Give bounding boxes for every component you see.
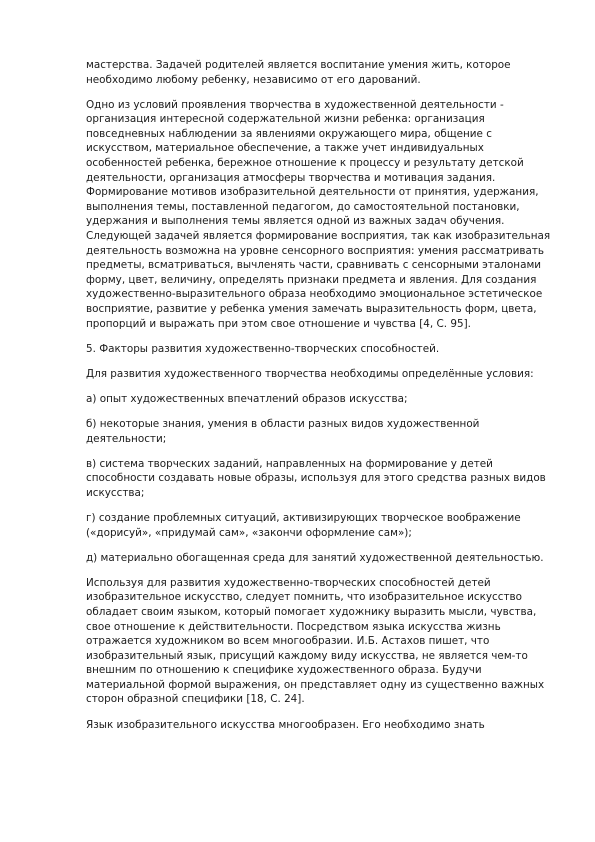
paragraph-conditions-intro: Для развития художественного творчества необходимы определённые условия: [86, 367, 534, 380]
section-heading-5: 5. Факторы развития художественно-творческих способностей. [86, 342, 440, 355]
paragraph-2: Одно из условий проявления творчества в художественной деятельности - организация интересной содержательной жизни ребенка: организация повседневных наблюдении за явлениями окружающего мира, общение с искусством, материальное обеспечение, а также учет индивидуальных особенностей ребенка, бережное отношение к процессу и результату детской деятельности, организация атмосферы творчества и мотивация задания. Формирование мотивов изобразительной деятельности от принятия, удержания, выполнения темы, поставленной педагогом, до самостоятельной постановки, удержания и выполнения темы является одной из важных задач обучения. Следующей задачей является формирование восприятия, так как изобразительная деятельность возможна на уровне сенсорного восприятия: умения рассматривать предметы, всматриваться, вычленять части, сравнивать с сенсорными эталонами форму, цвет, величину, определять признаки предмета и явления. Для создания художественно-выразительного образа необходимо эмоциональное эстетическое восприятие, развитие у ребенка умения замечать выразительность форм, цвета, пропорций и выражать при этом свое отношение и чувства [4, С. 95]. [86, 98, 551, 330]
list-item-d: г) создание проблемных ситуаций, активизирующих творческое воображение («дорисуй», «придумай сам», «закончи оформление сам»); [86, 511, 521, 539]
paragraph-visual-language: Используя для развития художественно-творческих способностей детей изобразительное искусство, следует помнить, что изобразительное искусство обладает своим языком, который помогает художнику выразить мысли, чувства, свое отношение к действительности. Посредством языка искусства жизнь отражается художником во всем многообразии. И.Б. Астахов пишет, что изобразительный язык, присущий каждому виду искусства, не является чем-то внешним по отношению к специфике художественного образа. Будучи материальной формой выражения, он представляет одну из существенно важных сторон образной специфики [18, С. 24]. [86, 576, 545, 706]
list-item-c: в) система творческих заданий, направленных на формирование у детей способности создавать новые образы, используя для этого средства разных видов искусства; [86, 457, 546, 499]
list-item-a: а) опыт художественных впечатлений образов искусства; [86, 392, 408, 405]
list-item-b: б) некоторые знания, умения в области разных видов художественной деятельности; [86, 417, 480, 445]
paragraph-1: мастерства. Задачей родителей является воспитание умения жить, которое необходимо любому ребенку, независимо от его дарований. [86, 59, 511, 86]
paragraph-last: Язык изобразительного искусства многообразен. Его необходимо знать [86, 718, 485, 731]
list-item-e: д) материально обогащенная среда для занятий художественной деятельностью. [86, 551, 544, 564]
document-body [86, 58, 556, 732]
